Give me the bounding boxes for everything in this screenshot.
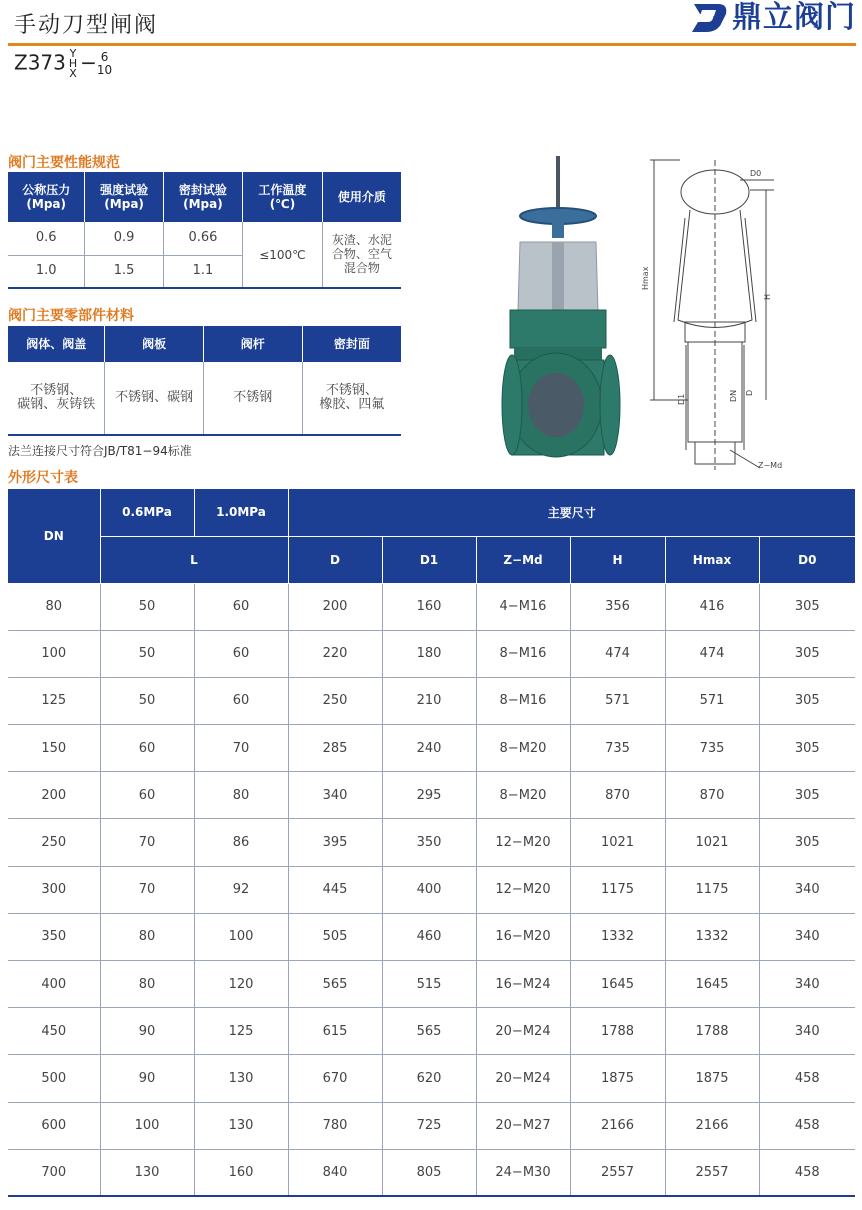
model-seal-options bbox=[69, 49, 77, 79]
dim-cell: 200 bbox=[8, 772, 100, 819]
dim-cell: 50 bbox=[100, 630, 194, 677]
dim-cell: 100 bbox=[194, 913, 288, 960]
dim-cell: 1645 bbox=[665, 961, 759, 1008]
dim-cell: 416 bbox=[665, 583, 759, 630]
dim-cell: 600 bbox=[8, 1102, 100, 1149]
dim-cell: 100 bbox=[8, 630, 100, 677]
table-row bbox=[8, 222, 401, 255]
table-row bbox=[8, 819, 855, 866]
dim-cell: 780 bbox=[288, 1102, 382, 1149]
drawing-label-h: H bbox=[763, 293, 772, 300]
table-row bbox=[8, 725, 855, 772]
dim-cell: 125 bbox=[8, 677, 100, 724]
dim-cell: 565 bbox=[288, 961, 382, 1008]
dim-cell: 8−M16 bbox=[476, 630, 570, 677]
perf-head-medium-label: 使用介质 bbox=[337, 190, 386, 204]
dim-cell: 180 bbox=[382, 630, 476, 677]
dim-cell: 12−M20 bbox=[476, 866, 570, 913]
dim-cell: 60 bbox=[100, 725, 194, 772]
perf-head-nominal bbox=[8, 172, 85, 222]
dim-cell: 305 bbox=[759, 819, 855, 866]
dim-cell: 460 bbox=[382, 913, 476, 960]
dim-cell: 220 bbox=[288, 630, 382, 677]
dim-cell: 20−M24 bbox=[476, 1008, 570, 1055]
perf-head-nominal-label: 公称压力 (Mpa) bbox=[22, 183, 71, 211]
dim-cell: 80 bbox=[100, 961, 194, 1008]
perf-cell: 1.5 bbox=[85, 255, 163, 288]
model-opt-y: Y bbox=[69, 47, 77, 60]
perf-head-seal bbox=[163, 172, 242, 222]
dim-cell: 120 bbox=[194, 961, 288, 1008]
dim-cell: 615 bbox=[288, 1008, 382, 1055]
dim-cell: 150 bbox=[8, 725, 100, 772]
dimensions-table bbox=[8, 489, 855, 1197]
dim-cell: 474 bbox=[665, 630, 759, 677]
dim-cell: 210 bbox=[382, 677, 476, 724]
dim-cell: 870 bbox=[665, 772, 759, 819]
dim-head-l: L bbox=[100, 536, 288, 583]
perf-cell: 0.66 bbox=[163, 222, 242, 255]
dim-cell: 1875 bbox=[665, 1055, 759, 1102]
perf-cell: 0.9 bbox=[85, 222, 163, 255]
materials-table bbox=[8, 326, 401, 435]
dim-cell: 395 bbox=[288, 819, 382, 866]
dim-cell: 20−M24 bbox=[476, 1055, 570, 1102]
dim-cell: 340 bbox=[759, 961, 855, 1008]
table-row bbox=[8, 1055, 855, 1102]
dim-cell: 16−M20 bbox=[476, 913, 570, 960]
dim-cell: 1021 bbox=[570, 819, 665, 866]
dim-cell: 60 bbox=[100, 772, 194, 819]
performance-title: 阀门主要性能规范 bbox=[8, 155, 120, 171]
dim-cell: 295 bbox=[382, 772, 476, 819]
dim-head-p2: 1.0MPa bbox=[194, 489, 288, 536]
dim-cell: 620 bbox=[382, 1055, 476, 1102]
dim-cell: 450 bbox=[8, 1008, 100, 1055]
dim-cell: 1175 bbox=[570, 866, 665, 913]
table-row bbox=[8, 677, 855, 724]
dim-cell: 12−M20 bbox=[476, 819, 570, 866]
mat-head-body: 阀体、阀盖 bbox=[8, 326, 105, 362]
dim-cell: 735 bbox=[570, 725, 665, 772]
dim-cell: 60 bbox=[194, 677, 288, 724]
model-dash: − bbox=[80, 50, 97, 75]
dim-cell: 300 bbox=[8, 866, 100, 913]
perf-head-strength bbox=[85, 172, 163, 222]
drawing-label-d1: D1 bbox=[677, 393, 686, 405]
dim-cell: 400 bbox=[382, 866, 476, 913]
mat-head-seat: 密封面 bbox=[302, 326, 401, 362]
dimensions-body bbox=[8, 583, 855, 1196]
perf-cell: 1.0 bbox=[8, 255, 85, 288]
table-row bbox=[8, 913, 855, 960]
dim-cell: 80 bbox=[8, 583, 100, 630]
mat-head-stem: 阀杆 bbox=[203, 326, 302, 362]
dim-head-dn: DN bbox=[8, 489, 100, 583]
dim-cell: 2166 bbox=[570, 1102, 665, 1149]
dim-cell: 86 bbox=[194, 819, 288, 866]
dim-cell: 250 bbox=[288, 677, 382, 724]
dim-cell: 16−M24 bbox=[476, 961, 570, 1008]
dim-cell: 571 bbox=[665, 677, 759, 724]
mat-cell bbox=[8, 362, 105, 434]
dim-cell: 8−M20 bbox=[476, 725, 570, 772]
dim-head-main: 主要尺寸 bbox=[288, 489, 855, 536]
dim-cell: 870 bbox=[570, 772, 665, 819]
dim-cell: 1332 bbox=[665, 913, 759, 960]
dim-cell: 840 bbox=[288, 1149, 382, 1196]
dim-cell: 571 bbox=[570, 677, 665, 724]
table-row bbox=[8, 1149, 855, 1196]
dim-cell: 1645 bbox=[570, 961, 665, 1008]
mat-table-bottom-rule bbox=[8, 434, 401, 436]
dim-cell: 350 bbox=[8, 913, 100, 960]
dim-cell: 340 bbox=[759, 1008, 855, 1055]
dim-cell: 350 bbox=[382, 819, 476, 866]
model-opt-h: H bbox=[68, 57, 78, 70]
dim-cell: 1021 bbox=[665, 819, 759, 866]
perf-table-bottom-rule bbox=[8, 287, 401, 289]
dim-cell: 458 bbox=[759, 1102, 855, 1149]
table-row bbox=[8, 362, 401, 434]
dim-cell: 80 bbox=[194, 772, 288, 819]
model-prefix: Z373 bbox=[14, 50, 66, 75]
mat-head-disc: 阀板 bbox=[105, 326, 203, 362]
dim-cell: 160 bbox=[382, 583, 476, 630]
dim-cell: 200 bbox=[288, 583, 382, 630]
mat-cell-text: 不锈钢、 橡胶、四氟 bbox=[319, 382, 385, 412]
dim-cell: 8−M20 bbox=[476, 772, 570, 819]
dim-cell: 458 bbox=[759, 1149, 855, 1196]
dim-cell: 340 bbox=[759, 866, 855, 913]
dim-cell: 474 bbox=[570, 630, 665, 677]
brand-logo bbox=[688, 0, 856, 36]
dim-head-d0: D0 bbox=[759, 536, 855, 583]
performance-table bbox=[8, 172, 401, 289]
dim-cell: 500 bbox=[8, 1055, 100, 1102]
dim-cell: 1788 bbox=[665, 1008, 759, 1055]
valve-photo bbox=[490, 150, 630, 465]
dim-cell: 92 bbox=[194, 866, 288, 913]
dim-cell: 735 bbox=[665, 725, 759, 772]
flange-standard-note: 法兰连接尺寸符合JB/T81−94标准 bbox=[8, 444, 192, 458]
table-row bbox=[8, 583, 855, 630]
mat-cell bbox=[302, 362, 401, 434]
dim-cell: 20−M27 bbox=[476, 1102, 570, 1149]
table-row bbox=[8, 630, 855, 677]
table-row bbox=[8, 1102, 855, 1149]
dim-head-d: D bbox=[288, 536, 382, 583]
model-code bbox=[14, 49, 112, 79]
brand-name: 鼎立阀门 bbox=[732, 0, 856, 35]
perf-head-medium bbox=[322, 172, 401, 222]
dim-cell: 250 bbox=[8, 819, 100, 866]
dim-head-hmax: Hmax bbox=[665, 536, 759, 583]
perf-medium bbox=[322, 222, 401, 288]
table-row bbox=[8, 866, 855, 913]
dim-head-h: H bbox=[570, 536, 665, 583]
dim-cell: 285 bbox=[288, 725, 382, 772]
dim-cell: 90 bbox=[100, 1055, 194, 1102]
perf-head-temp bbox=[243, 172, 323, 222]
perf-head-seal-label: 密封试验 (Mpa) bbox=[178, 183, 227, 211]
dim-cell: 1788 bbox=[570, 1008, 665, 1055]
dim-cell: 130 bbox=[100, 1149, 194, 1196]
dim-cell: 458 bbox=[759, 1055, 855, 1102]
dim-cell: 565 bbox=[382, 1008, 476, 1055]
header-divider bbox=[8, 43, 856, 46]
mat-cell-text: 不锈钢、 碳钢、灰铸铁 bbox=[17, 382, 96, 412]
perf-cell: 0.6 bbox=[8, 222, 85, 255]
model-pressure-options bbox=[97, 51, 112, 77]
dim-cell: 356 bbox=[570, 583, 665, 630]
dim-cell: 305 bbox=[759, 677, 855, 724]
dim-cell: 305 bbox=[759, 583, 855, 630]
materials-title: 阀门主要零部件材料 bbox=[8, 308, 134, 324]
dim-cell: 240 bbox=[382, 725, 476, 772]
table-row bbox=[8, 1008, 855, 1055]
dim-cell: 70 bbox=[194, 725, 288, 772]
dim-head-zmd: Z−Md bbox=[476, 536, 570, 583]
dim-head-p1: 0.6MPa bbox=[100, 489, 194, 536]
dim-cell: 60 bbox=[194, 630, 288, 677]
dim-cell: 515 bbox=[382, 961, 476, 1008]
dim-cell: 100 bbox=[100, 1102, 194, 1149]
drawing-label-zmd: Z−Md bbox=[758, 461, 783, 470]
dim-cell: 130 bbox=[194, 1102, 288, 1149]
drawing-label-dn: DN bbox=[729, 389, 738, 402]
dim-cell: 340 bbox=[759, 913, 855, 960]
page-title: 手动刀型闸阀 bbox=[14, 13, 159, 38]
dim-cell: 340 bbox=[288, 772, 382, 819]
dim-cell: 670 bbox=[288, 1055, 382, 1102]
drawing-label-d0: D0 bbox=[750, 169, 762, 178]
table-row bbox=[8, 772, 855, 819]
dim-cell: 80 bbox=[100, 913, 194, 960]
dim-cell: 70 bbox=[100, 819, 194, 866]
dimensions-title: 外形尺寸表 bbox=[8, 470, 78, 486]
drawing-label-hmax: Hmax bbox=[641, 266, 650, 290]
brand-mark-icon bbox=[688, 0, 732, 36]
perf-head-temp-label: 工作温度 (℃) bbox=[258, 183, 307, 211]
dim-cell: 725 bbox=[382, 1102, 476, 1149]
mat-cell: 不锈钢、碳钢 bbox=[105, 362, 203, 434]
dim-cell: 700 bbox=[8, 1149, 100, 1196]
dim-cell: 1175 bbox=[665, 866, 759, 913]
dim-cell: 160 bbox=[194, 1149, 288, 1196]
dim-cell: 805 bbox=[382, 1149, 476, 1196]
perf-cell: 1.1 bbox=[163, 255, 242, 288]
model-pressure-10: 10 bbox=[96, 63, 113, 77]
dim-cell: 8−M16 bbox=[476, 677, 570, 724]
mat-cell: 不锈钢 bbox=[203, 362, 302, 434]
dim-cell: 60 bbox=[194, 583, 288, 630]
perf-medium-text: 灰渣、水泥 合物、空气 混合物 bbox=[331, 232, 392, 275]
dim-cell: 4−M16 bbox=[476, 583, 570, 630]
dim-cell: 1875 bbox=[570, 1055, 665, 1102]
drawing-label-d: D bbox=[745, 389, 754, 396]
perf-temperature: ≤100℃ bbox=[243, 222, 323, 288]
dim-cell: 445 bbox=[288, 866, 382, 913]
dim-cell: 125 bbox=[194, 1008, 288, 1055]
valve-drawing bbox=[640, 150, 855, 475]
dim-cell: 305 bbox=[759, 630, 855, 677]
dim-cell: 1332 bbox=[570, 913, 665, 960]
dim-cell: 305 bbox=[759, 725, 855, 772]
table-row bbox=[8, 961, 855, 1008]
dim-cell: 505 bbox=[288, 913, 382, 960]
dim-cell: 70 bbox=[100, 866, 194, 913]
dim-cell: 2557 bbox=[665, 1149, 759, 1196]
dim-cell: 305 bbox=[759, 772, 855, 819]
dim-cell: 400 bbox=[8, 961, 100, 1008]
dim-cell: 90 bbox=[100, 1008, 194, 1055]
dim-cell: 50 bbox=[100, 677, 194, 724]
dim-cell: 24−M30 bbox=[476, 1149, 570, 1196]
perf-head-strength-label: 强度试验 (Mpa) bbox=[100, 183, 149, 211]
model-opt-x: X bbox=[69, 67, 77, 80]
dim-head-d1: D1 bbox=[382, 536, 476, 583]
model-pressure-6: 6 bbox=[100, 50, 109, 64]
dim-cell: 130 bbox=[194, 1055, 288, 1102]
dim-cell: 2557 bbox=[570, 1149, 665, 1196]
dim-cell: 2166 bbox=[665, 1102, 759, 1149]
dim-cell: 50 bbox=[100, 583, 194, 630]
